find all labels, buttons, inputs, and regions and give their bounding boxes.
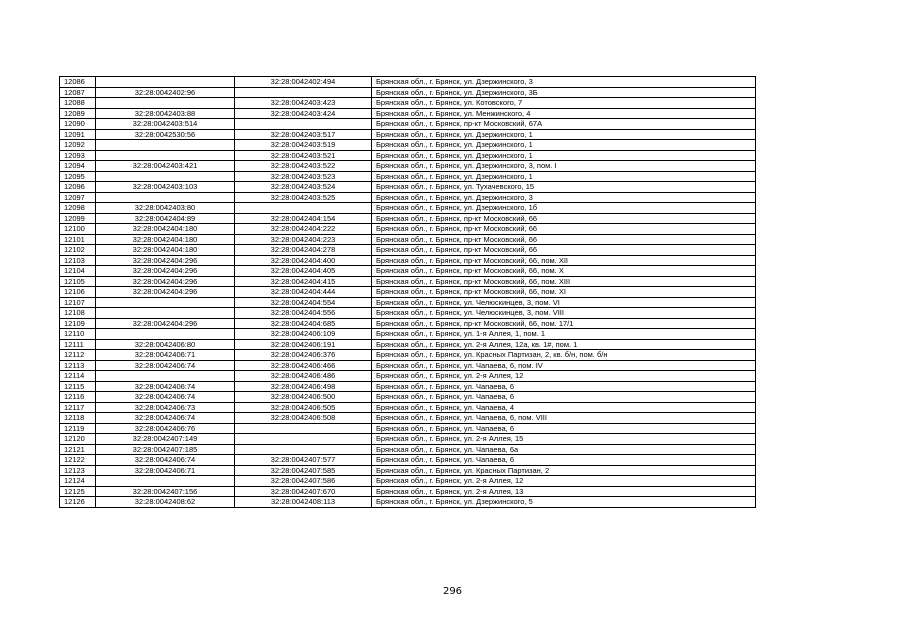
row-number-cell: 12089 xyxy=(60,108,96,119)
land-plot-number-cell: 32:28:0042404:89 xyxy=(96,213,235,224)
land-plot-number-cell: 32:28:0042404:296 xyxy=(96,276,235,287)
object-number-cell: 32:28:0042403:519 xyxy=(235,140,372,151)
row-number-cell: 12120 xyxy=(60,434,96,445)
land-plot-number-cell: 32:28:0042403:514 xyxy=(96,119,235,130)
address-cell: Брянская обл., г. Брянск, пр-кт Московский, 66 xyxy=(372,234,756,245)
object-number-cell: 32:28:0042408:113 xyxy=(235,497,372,508)
land-plot-number-cell xyxy=(96,140,235,151)
table-row xyxy=(60,98,756,109)
address-cell: Брянская обл., г. Брянск, пр-кт Московский, 66 xyxy=(372,245,756,256)
address-cell: Брянская обл., г. Брянск, ул. 2-я Аллея, 12 xyxy=(372,371,756,382)
table-row xyxy=(60,234,756,245)
table-row xyxy=(60,497,756,508)
address-cell: Брянская обл., г. Брянск, ул. 2-я Аллея, 12 xyxy=(372,476,756,487)
land-plot-number-cell xyxy=(96,98,235,109)
address-cell: Брянская обл., г. Брянск, ул. 2-я Аллея, 13 xyxy=(372,486,756,497)
table-row xyxy=(60,308,756,319)
address-cell: Брянская обл., г. Брянск, ул. 2-я Аллея, 15 xyxy=(372,434,756,445)
land-plot-number-cell: 32:28:0042403:80 xyxy=(96,203,235,214)
row-number-cell: 12126 xyxy=(60,497,96,508)
address-cell: Брянская обл., г. Брянск, ул. Красных Партизан, 2 xyxy=(372,465,756,476)
address-cell: Брянская обл., г. Брянск, пр-кт Московский, 66, пом. XIII xyxy=(372,276,756,287)
land-plot-number-cell xyxy=(96,297,235,308)
object-number-cell: 32:28:0042406:466 xyxy=(235,360,372,371)
row-number-cell: 12095 xyxy=(60,171,96,182)
address-cell: Брянская обл., г. Брянск, ул. Чапаева, 4 xyxy=(372,402,756,413)
table-row xyxy=(60,329,756,340)
object-number-cell xyxy=(235,434,372,445)
address-cell: Брянская обл., г. Брянск, ул. Чапаева, 6 xyxy=(372,381,756,392)
object-number-cell: 32:28:0042403:424 xyxy=(235,108,372,119)
row-number-cell: 12105 xyxy=(60,276,96,287)
table-row xyxy=(60,339,756,350)
land-plot-number-cell: 32:28:0042407:185 xyxy=(96,444,235,455)
table-row xyxy=(60,150,756,161)
row-number-cell: 12093 xyxy=(60,150,96,161)
row-number-cell: 12088 xyxy=(60,98,96,109)
land-plot-number-cell: 32:28:0042404:180 xyxy=(96,245,235,256)
object-number-cell: 32:28:0042406:376 xyxy=(235,350,372,361)
address-cell: Брянская обл., г. Брянск, ул. Дзержинского, 3 xyxy=(372,77,756,88)
row-number-cell: 12086 xyxy=(60,77,96,88)
object-number-cell: 32:28:0042406:500 xyxy=(235,392,372,403)
land-plot-number-cell: 32:28:0042407:156 xyxy=(96,486,235,497)
land-plot-number-cell: 32:28:0042406:74 xyxy=(96,413,235,424)
table-row xyxy=(60,413,756,424)
address-cell: Брянская обл., г. Брянск, пр-кт Московский, 66, пом. XII xyxy=(372,255,756,266)
land-plot-number-cell: 32:28:0042406:80 xyxy=(96,339,235,350)
object-number-cell: 32:28:0042406:109 xyxy=(235,329,372,340)
table-row xyxy=(60,119,756,130)
table-row xyxy=(60,318,756,329)
row-number-cell: 12117 xyxy=(60,402,96,413)
address-cell: Брянская обл., г. Брянск, ул. Чапаева, 6, пом. VIII xyxy=(372,413,756,424)
address-cell: Брянская обл., г. Брянск, ул. Тухачевского, 15 xyxy=(372,182,756,193)
table-row xyxy=(60,276,756,287)
land-plot-number-cell: 32:28:0042404:296 xyxy=(96,266,235,277)
table-row xyxy=(60,192,756,203)
address-cell: Брянская обл., г. Брянск, ул. 1-я Аллея, 1, пом. 1 xyxy=(372,329,756,340)
object-number-cell: 32:28:0042404:415 xyxy=(235,276,372,287)
row-number-cell: 12118 xyxy=(60,413,96,424)
address-cell: Брянская обл., г. Брянск, ул. Дзержинского, 1 xyxy=(372,171,756,182)
table-row xyxy=(60,77,756,88)
object-number-cell: 32:28:0042406:508 xyxy=(235,413,372,424)
table-row xyxy=(60,245,756,256)
object-number-cell: 32:28:0042407:585 xyxy=(235,465,372,476)
object-number-cell: 32:28:0042404:223 xyxy=(235,234,372,245)
address-cell: Брянская обл., г. Брянск, ул. Чапаева, 6, пом. IV xyxy=(372,360,756,371)
table-row xyxy=(60,140,756,151)
row-number-cell: 12100 xyxy=(60,224,96,235)
land-plot-number-cell: 32:28:0042402:96 xyxy=(96,87,235,98)
row-number-cell: 12096 xyxy=(60,182,96,193)
table-row xyxy=(60,486,756,497)
object-number-cell: 32:28:0042404:278 xyxy=(235,245,372,256)
land-plot-number-cell xyxy=(96,329,235,340)
object-number-cell: 32:28:0042403:525 xyxy=(235,192,372,203)
row-number-cell: 12098 xyxy=(60,203,96,214)
object-number-cell: 32:28:0042403:523 xyxy=(235,171,372,182)
object-number-cell: 32:28:0042404:400 xyxy=(235,255,372,266)
land-plot-number-cell: 32:28:0042406:73 xyxy=(96,402,235,413)
row-number-cell: 12124 xyxy=(60,476,96,487)
row-number-cell: 12114 xyxy=(60,371,96,382)
table-row xyxy=(60,350,756,361)
row-number-cell: 12113 xyxy=(60,360,96,371)
row-number-cell: 12116 xyxy=(60,392,96,403)
table-row xyxy=(60,203,756,214)
object-number-cell: 32:28:0042404:556 xyxy=(235,308,372,319)
row-number-cell: 12119 xyxy=(60,423,96,434)
table-row xyxy=(60,402,756,413)
page-number: 296 xyxy=(442,586,463,597)
address-cell: Брянская обл., г. Брянск, пр-кт Московский, 67А xyxy=(372,119,756,130)
land-plot-number-cell xyxy=(96,77,235,88)
table-row xyxy=(60,465,756,476)
land-plot-number-cell: 32:28:0042406:74 xyxy=(96,455,235,466)
table-row xyxy=(60,182,756,193)
row-number-cell: 12090 xyxy=(60,119,96,130)
table-row xyxy=(60,381,756,392)
object-number-cell: 32:28:0042403:423 xyxy=(235,98,372,109)
address-cell: Брянская обл., г. Брянск, ул. Дзержинского, 1б xyxy=(372,203,756,214)
row-number-cell: 12121 xyxy=(60,444,96,455)
address-cell: Брянская обл., г. Брянск, ул. Дзержинского, 1 xyxy=(372,129,756,140)
land-plot-number-cell: 32:28:0042406:71 xyxy=(96,465,235,476)
row-number-cell: 12123 xyxy=(60,465,96,476)
object-number-cell: 32:28:0042406:191 xyxy=(235,339,372,350)
object-number-cell xyxy=(235,203,372,214)
table-row xyxy=(60,360,756,371)
land-plot-number-cell: 32:28:0042408:62 xyxy=(96,497,235,508)
object-number-cell: 32:28:0042406:486 xyxy=(235,371,372,382)
address-cell: Брянская обл., г. Брянск, ул. Дзержинского, 3 xyxy=(372,192,756,203)
table-row xyxy=(60,266,756,277)
object-number-cell: 32:28:0042407:577 xyxy=(235,455,372,466)
address-cell: Брянская обл., г. Брянск, ул. Дзержинского, 3, пом. I xyxy=(372,161,756,172)
object-number-cell: 32:28:0042407:586 xyxy=(235,476,372,487)
land-plot-number-cell: 32:28:0042404:180 xyxy=(96,234,235,245)
address-cell: Брянская обл., г. Брянск, ул. Дзержинского, 3Б xyxy=(372,87,756,98)
object-number-cell: 32:28:0042404:685 xyxy=(235,318,372,329)
table-row xyxy=(60,108,756,119)
address-cell: Брянская обл., г. Брянск, ул. Дзержинского, 1 xyxy=(372,150,756,161)
object-number-cell: 32:28:0042404:554 xyxy=(235,297,372,308)
cadastral-table xyxy=(59,76,756,508)
row-number-cell: 12109 xyxy=(60,318,96,329)
land-plot-number-cell: 32:28:0042403:103 xyxy=(96,182,235,193)
object-number-cell: 32:28:0042404:444 xyxy=(235,287,372,298)
address-cell: Брянская обл., г. Брянск, ул. Дзержинского, 5 xyxy=(372,497,756,508)
land-plot-number-cell: 32:28:0042406:74 xyxy=(96,360,235,371)
row-number-cell: 12122 xyxy=(60,455,96,466)
address-cell: Брянская обл., г. Брянск, ул. Красных Партизан, 2, кв. б/н, пом. б/н xyxy=(372,350,756,361)
row-number-cell: 12102 xyxy=(60,245,96,256)
land-plot-number-cell xyxy=(96,371,235,382)
address-cell: Брянская обл., г. Брянск, ул. Чапаева, 6 xyxy=(372,423,756,434)
address-cell: Брянская обл., г. Брянск, ул. Чапаева, 6 xyxy=(372,392,756,403)
table-row xyxy=(60,287,756,298)
address-cell: Брянская обл., г. Брянск, ул. Челюскинцев, 3, пом. VIII xyxy=(372,308,756,319)
row-number-cell: 12125 xyxy=(60,486,96,497)
object-number-cell: 32:28:0042404:154 xyxy=(235,213,372,224)
object-number-cell: 32:28:0042403:521 xyxy=(235,150,372,161)
land-plot-number-cell: 32:28:0042404:180 xyxy=(96,224,235,235)
object-number-cell: 32:28:0042406:498 xyxy=(235,381,372,392)
land-plot-number-cell: 32:28:0042406:71 xyxy=(96,350,235,361)
land-plot-number-cell xyxy=(96,308,235,319)
object-number-cell: 32:28:0042406:505 xyxy=(235,402,372,413)
row-number-cell: 12112 xyxy=(60,350,96,361)
table-row xyxy=(60,476,756,487)
address-cell: Брянская обл., г. Брянск, ул. Чапаева, 6 xyxy=(372,455,756,466)
object-number-cell: 32:28:0042404:222 xyxy=(235,224,372,235)
table-row xyxy=(60,87,756,98)
land-plot-number-cell: 32:28:0042530:56 xyxy=(96,129,235,140)
row-number-cell: 12091 xyxy=(60,129,96,140)
address-cell: Брянская обл., г. Брянск, ул. Котовского, 7 xyxy=(372,98,756,109)
land-plot-number-cell xyxy=(96,150,235,161)
object-number-cell: 32:28:0042403:522 xyxy=(235,161,372,172)
table-row xyxy=(60,129,756,140)
row-number-cell: 12110 xyxy=(60,329,96,340)
object-number-cell: 32:28:0042403:517 xyxy=(235,129,372,140)
table-row xyxy=(60,423,756,434)
row-number-cell: 12099 xyxy=(60,213,96,224)
row-number-cell: 12087 xyxy=(60,87,96,98)
table-row xyxy=(60,434,756,445)
row-number-cell: 12115 xyxy=(60,381,96,392)
object-number-cell: 32:28:0042404:405 xyxy=(235,266,372,277)
land-plot-number-cell: 32:28:0042404:296 xyxy=(96,287,235,298)
land-plot-number-cell: 32:28:0042406:74 xyxy=(96,381,235,392)
object-number-cell xyxy=(235,444,372,455)
land-plot-number-cell: 32:28:0042404:296 xyxy=(96,318,235,329)
address-cell: Брянская обл., г. Брянск, пр-кт Московский, 66 xyxy=(372,213,756,224)
object-number-cell xyxy=(235,119,372,130)
table-row xyxy=(60,161,756,172)
row-number-cell: 12103 xyxy=(60,255,96,266)
land-plot-number-cell: 32:28:0042403:88 xyxy=(96,108,235,119)
table-row xyxy=(60,171,756,182)
table-body xyxy=(60,77,756,508)
row-number-cell: 12104 xyxy=(60,266,96,277)
object-number-cell: 32:28:0042407:670 xyxy=(235,486,372,497)
row-number-cell: 12097 xyxy=(60,192,96,203)
table-row xyxy=(60,255,756,266)
row-number-cell: 12101 xyxy=(60,234,96,245)
address-cell: Брянская обл., г. Брянск, пр-кт Московский, 66, пом. X xyxy=(372,266,756,277)
land-plot-number-cell: 32:28:0042406:74 xyxy=(96,392,235,403)
row-number-cell: 12111 xyxy=(60,339,96,350)
table-row xyxy=(60,371,756,382)
land-plot-number-cell xyxy=(96,192,235,203)
object-number-cell: 32:28:0042403:524 xyxy=(235,182,372,193)
object-number-cell xyxy=(235,423,372,434)
land-plot-number-cell: 32:28:0042406:76 xyxy=(96,423,235,434)
table-row xyxy=(60,224,756,235)
table-row xyxy=(60,444,756,455)
address-cell: Брянская обл., г. Брянск, ул. Дзержинского, 1 xyxy=(372,140,756,151)
land-plot-number-cell: 32:28:0042403:421 xyxy=(96,161,235,172)
table-row xyxy=(60,297,756,308)
address-cell: Брянская обл., г. Брянск, ул. Челюскинцев, 3, пом. VI xyxy=(372,297,756,308)
table-row xyxy=(60,213,756,224)
row-number-cell: 12092 xyxy=(60,140,96,151)
address-cell: Брянская обл., г. Брянск, ул. 2-я Аллея, 12а, кв. 1#, пом. 1 xyxy=(372,339,756,350)
object-number-cell: 32:28:0042402:494 xyxy=(235,77,372,88)
row-number-cell: 12107 xyxy=(60,297,96,308)
table-row xyxy=(60,455,756,466)
land-plot-number-cell xyxy=(96,476,235,487)
land-plot-number-cell xyxy=(96,171,235,182)
row-number-cell: 12106 xyxy=(60,287,96,298)
address-cell: Брянская обл., г. Брянск, пр-кт Московский, 66, пом. 17/1 xyxy=(372,318,756,329)
address-cell: Брянская обл., г. Брянск, ул. Чапаева, 6а xyxy=(372,444,756,455)
object-number-cell xyxy=(235,87,372,98)
address-cell: Брянская обл., г. Брянск, ул. Менжинского, 4 xyxy=(372,108,756,119)
land-plot-number-cell: 32:28:0042404:296 xyxy=(96,255,235,266)
land-plot-number-cell: 32:28:0042407:149 xyxy=(96,434,235,445)
table-row xyxy=(60,392,756,403)
address-cell: Брянская обл., г. Брянск, пр-кт Московский, 66 xyxy=(372,224,756,235)
address-cell: Брянская обл., г. Брянск, пр-кт Московский, 66, пом. XI xyxy=(372,287,756,298)
row-number-cell: 12108 xyxy=(60,308,96,319)
row-number-cell: 12094 xyxy=(60,161,96,172)
